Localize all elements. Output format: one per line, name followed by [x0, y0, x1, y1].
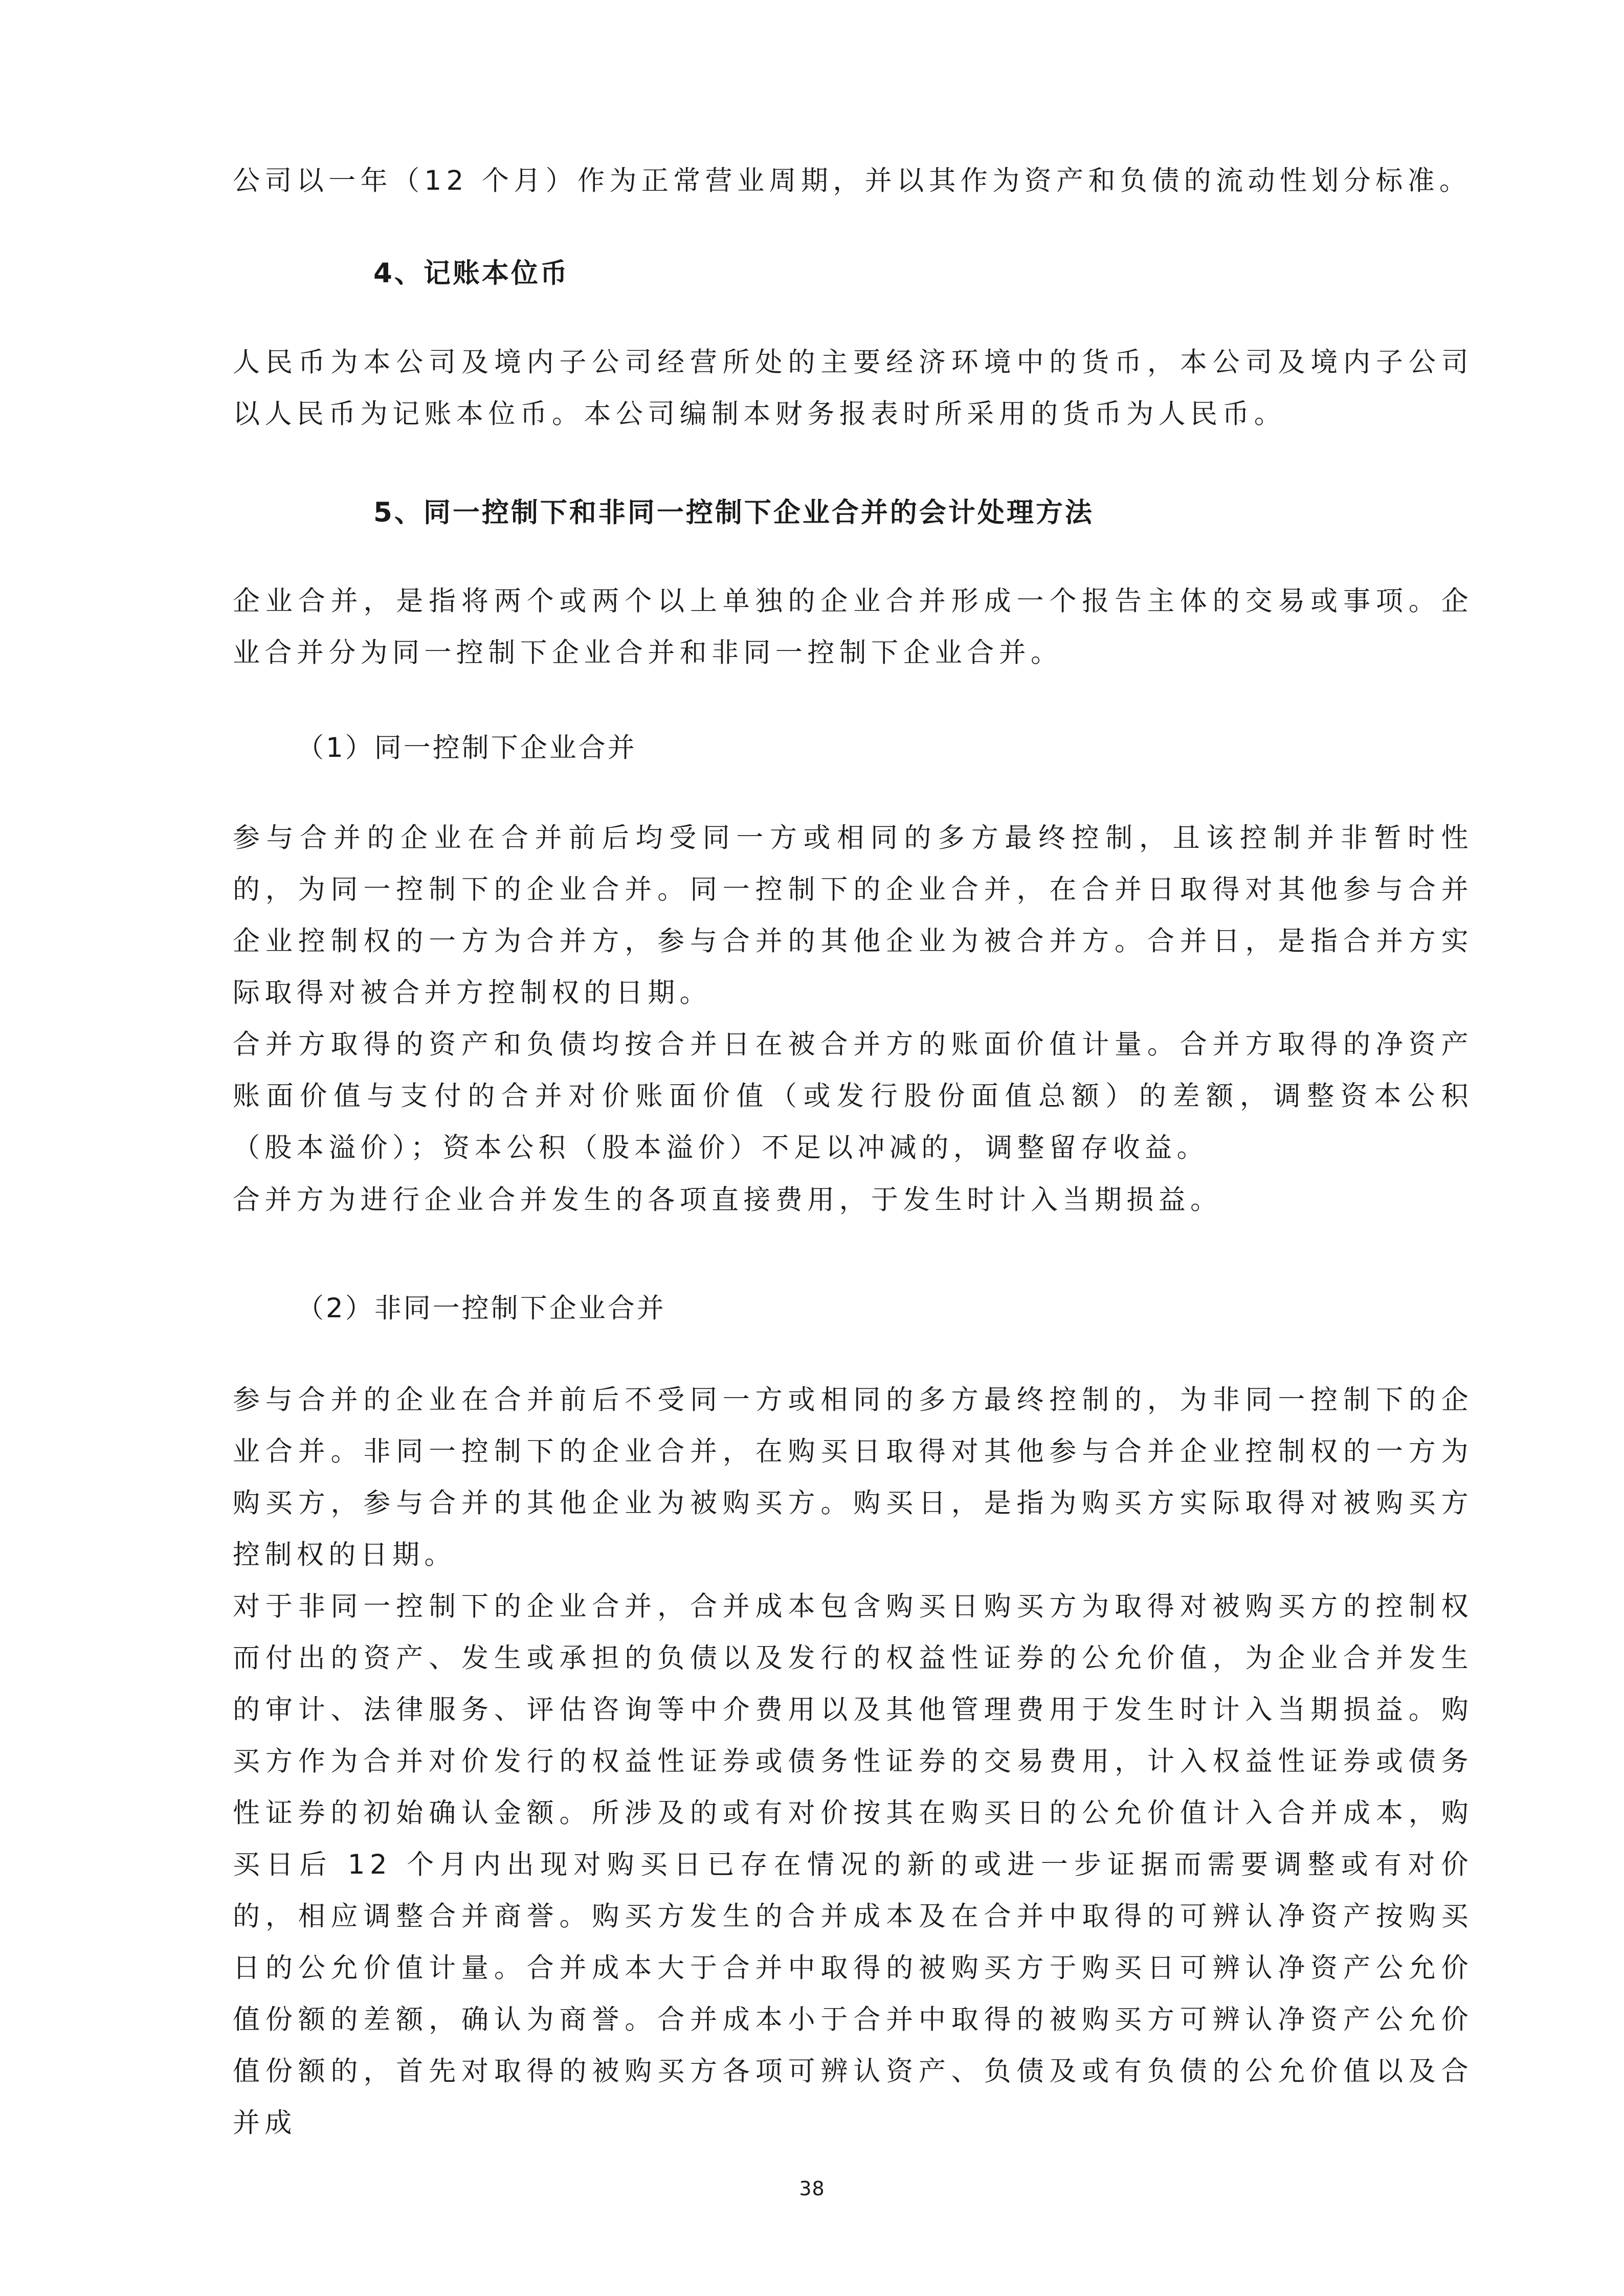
paragraph-common-control-measurement: 合并方取得的资产和负债均按合并日在被合并方的账面价值计量。合并方取得的净资产账面价值与支付的合并对价账面价值（或发行股份面值总额）的差额，调整资本公积（股本溢价）；资本公积（股本溢价）不足以冲减的，调整留存收益。 [233, 1029, 1473, 1163]
subheading-non-common-control: （2）非同一控制下企业合并 [297, 1293, 666, 1324]
subheading-common-control: （1）同一控制下企业合并 [297, 732, 637, 763]
heading-business-combination: 5、同一控制下和非同一控制下企业合并的会计处理方法 [373, 497, 1094, 528]
paragraph-non-common-control-cost: 对于非同一控制下的企业合并，合并成本包含购买日购买方为取得对被购买方的控制权而付出的资产、发生或承担的负债以及发行的权益性证券的公允价值，为企业合并发生的审计、法律服务、评估咨询等中介费用以及其他管理费用于发生时计入当期损益。购买方作为合并对价发行的权益性证券或债务性证券的交易费用，计入权益性证券或债务性证券的初始确认金额。所涉及的或有对价按其在购买日的公允价值计入合并成本，购买日后 12 个月内出现对购买日已存在情况的新的或进一步证据而需要调整或有对价的，相应调整合并商誉。购买方发生的合并成本及在合并中取得的可辨认净资产按购买日的公允价值计量。合并成本大于合并中取得的被购买方于购买日可辨认净资产公允价值份额的差额，确认为商誉。合并成本小于合并中取得的被购买方可辨认净资产公允价值份额的，首先对取得的被购买方各项可辨认资产、负债及或有负债的公允价值以及合并成 [233, 1591, 1473, 2139]
paragraph-common-control-definition: 参与合并的企业在合并前后均受同一方或相同的多方最终控制，且该控制并非暂时性的，为同一控制下的企业合并。同一控制下的企业合并，在合并日取得对其他参与合并企业控制权的一方为合并方，参与合并的其他企业为被合并方。合并日，是指合并方实际取得对被合并方控制权的日期。 [233, 822, 1473, 1008]
heading-functional-currency: 4、记账本位币 [373, 258, 569, 289]
paragraph-non-common-control-definition: 参与合并的企业在合并前后不受同一方或相同的多方最终控制的，为非同一控制下的企业合并。非同一控制下的企业合并，在购买日取得对其他参与合并企业控制权的一方为购买方，参与合并的其他企业为被购买方。购买日，是指为购买方实际取得对被购买方控制权的日期。 [233, 1384, 1473, 1570]
paragraph-common-control-expenses: 合并方为进行企业合并发生的各项直接费用，于发生时计入当期损益。 [233, 1184, 1222, 1215]
paragraph-business-combination-definition: 企业合并，是指将两个或两个以上单独的企业合并形成一个报告主体的交易或事项。企业合并分为同一控制下企业合并和非同一控制下企业合并。 [233, 586, 1473, 668]
page-number: 38 [799, 2177, 825, 2200]
paragraph-operating-cycle: 公司以一年（12 个月）作为正常营业周期，并以其作为资产和负债的流动性划分标准。 [233, 165, 1472, 196]
paragraph-functional-currency: 人民币为本公司及境内子公司经营所处的主要经济环境中的货币，本公司及境内子公司以人民币为记账本位币。本公司编制本财务报表时所采用的货币为人民币。 [233, 347, 1473, 430]
